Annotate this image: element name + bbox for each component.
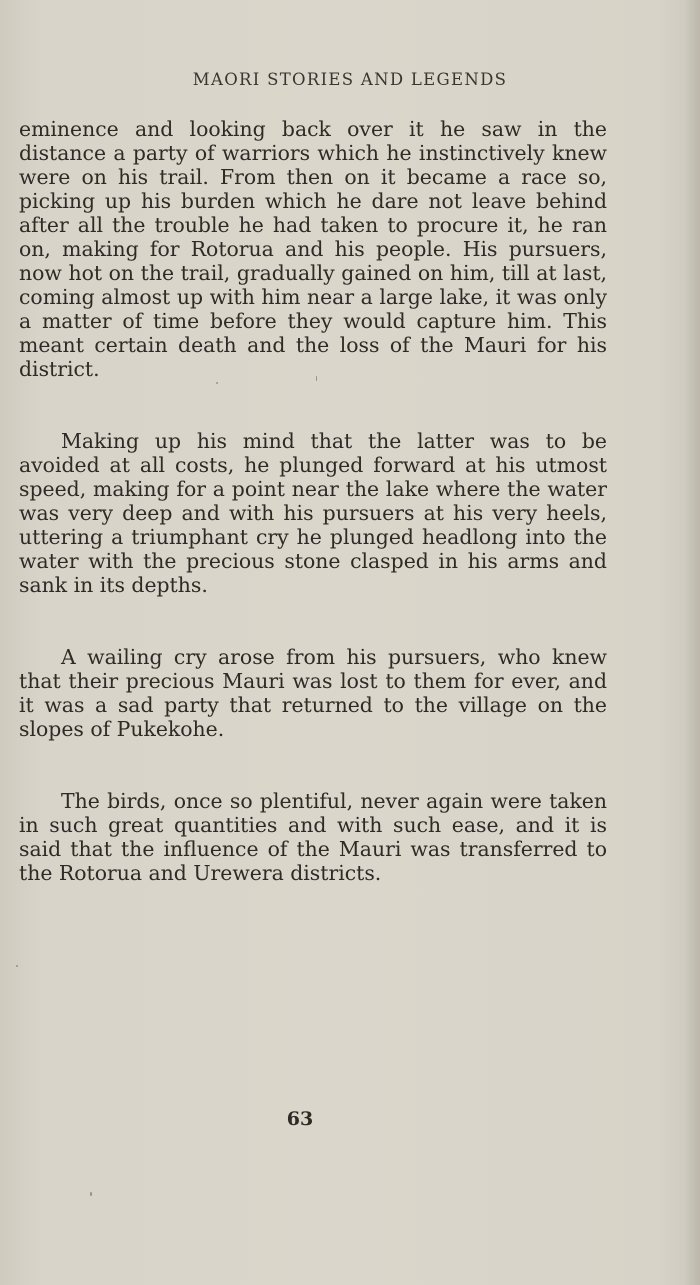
body-text xyxy=(19,117,607,933)
paper-speck xyxy=(316,376,317,381)
paper-speck xyxy=(216,382,218,384)
paper-speck xyxy=(16,965,18,967)
paragraph-1: eminence and looking back over it he saw in the distance a party of warriors which he instinctively knew were on his trail. From then on it became a race so, picking up his burden which he dare not leave behind after all the trouble he had taken to procure it, he ran on, making for Rotorua and his people. His pursuers, now hot on the trail, gradually gained on him, till at last, coming almost up with him near a large lake, it was only a matter of time before they would capture him. This meant certain death and the loss of the Mauri for his district. xyxy=(19,117,607,381)
paper-speck xyxy=(90,1192,92,1196)
page-number: 63 xyxy=(286,1108,314,1130)
running-head: MAORI STORIES AND LEGENDS xyxy=(192,70,508,89)
page-edge-shadow xyxy=(684,0,700,1285)
paragraph-3: A wailing cry arose from his pursuers, who knew that their precious Mauri was lost to them for ever, and it was a sad party that returned to the village on the slopes of Pukekohe. xyxy=(19,645,607,741)
paragraph-4: The birds, once so plentiful, never again were taken in such great quantities and with such ease, and it is said that the influence of the Mauri was transferred to the Rotorua and Urewera districts. xyxy=(19,789,607,885)
paragraph-2: Making up his mind that the latter was to be avoided at all costs, he plunged forward at his utmost speed, making for a point near the lake where the water was very deep and with his pursuers at his very heels, uttering a triumphant cry he plunged headlong into the water with the precious stone clasped in his arms and sank in its depths. xyxy=(19,429,607,597)
